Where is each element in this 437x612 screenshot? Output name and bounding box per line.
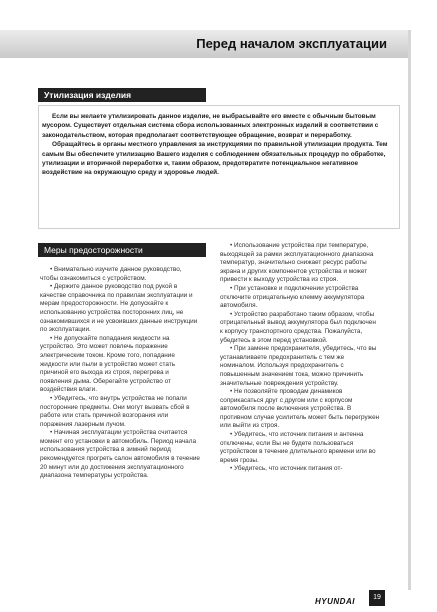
disposal-paragraph: Обращайтесь в органы местного управления за инструкциями по правильной утилизации продукта. Тем самым Вы обеспечите утилизацию Вашего изделия с соблюдением обязательных процедур по обработке, утилизации и вторичной переработке и, таким образом, предотвратите потенциальное негативное воздействие на окружающую среду и здоровье людей. <box>42 141 388 177</box>
precaution-item: • Не позволяйте проводам динамиков соприкасаться друг с другом или с корпусом автомобиля после включения устройства. В противном случае усилитель может быть перегружен или выйти из строя. <box>220 388 380 430</box>
precautions-right-column <box>220 242 380 474</box>
disposal-heading: Утилизация изделия <box>38 88 206 102</box>
brand-logo: HYUNDAI <box>315 597 355 606</box>
disposal-paragraph: Если вы желаете утилизировать данное изделие, не выбрасывайте его вместе с обычным бытовым мусором. Существует отдельная система сбора использованных электронных изделий в соответствии с законодательством, которая предполагает соответствующее обращение, возврат и переработку. <box>42 113 379 139</box>
precaution-item: • При замене предохранителя, убедитесь, что вы устанавливаете предохранитель с тем же номиналом. Используя предохранитель с повышенным значением тока, можно причинить значительные повреждения устройству. <box>220 345 377 387</box>
precaution-item: • При установке и подключении устройства отключите отрицательную клемму аккумулятора автомобиля. <box>220 284 365 310</box>
precaution-item: • Внимательно изучите данное руководство, чтобы ознакомиться с устройством. <box>40 266 182 282</box>
page-number: 19 <box>373 594 381 601</box>
precaution-item: • Убедитесь, что источник питания и антенна отключены, если Вы не будете пользоваться устройством в течение длительного времени или во время грозы. <box>220 431 376 464</box>
precaution-item: • Начиная эксплуатации устройства считается момент его установки в автомобиль. Период начала использования устройства в зимний период рекомендуется прогреть салон автомобиля в течение 20 минут или до достижения эксплуатационного диапазона температуры устройства. <box>40 429 200 480</box>
precaution-item: • Держите данное руководство под рукой в качестве справочника по правилам эксплуатации и мерам предосторожности. Не допускайте к использованию устройства посторонних лиц, не ознакомившихся и не усвоивших данные инструкции по эксплуатации. <box>40 283 198 334</box>
precaution-item: • Убедитесь, что источник питания от- <box>230 465 343 473</box>
precaution-item: • Не допускайте попадания жидкости на устройство. Это может повлечь поражение электрическим током. Кроме того, попадание жидкости или пыли в устройство может стать причиной его выхода из строя, перегрева и появления дыма. Оберегайте устройство от воздействия влаги. <box>40 334 176 394</box>
page-title: Перед началом эксплуатации <box>196 36 387 51</box>
right-margin-rule <box>408 30 411 590</box>
precautions-heading: Меры предосторожности <box>38 243 206 257</box>
precautions-left-column <box>40 266 200 481</box>
precaution-item: • Использование устройства при температуре, выходящей за рамки эксплуатационного диапазона температур, значительно снижает ресурс работы экрана и других компонентов устройства и может привести к выходу устройства из строя. <box>220 242 374 284</box>
precaution-item: • Убедитесь, что внутрь устройства не попали посторонние предметы. Они могут вызвать сбой в работе или стать причиной возгорания или поражения лазерным лучом. <box>40 394 190 428</box>
precaution-item: • Устройство разработано таким образом, чтобы отрицательный вывод аккумулятора был подключен к корпусу транспортного средства. Пожалуйста, убедитесь в этом перед установкой. <box>220 310 376 344</box>
disposal-text <box>42 112 398 178</box>
